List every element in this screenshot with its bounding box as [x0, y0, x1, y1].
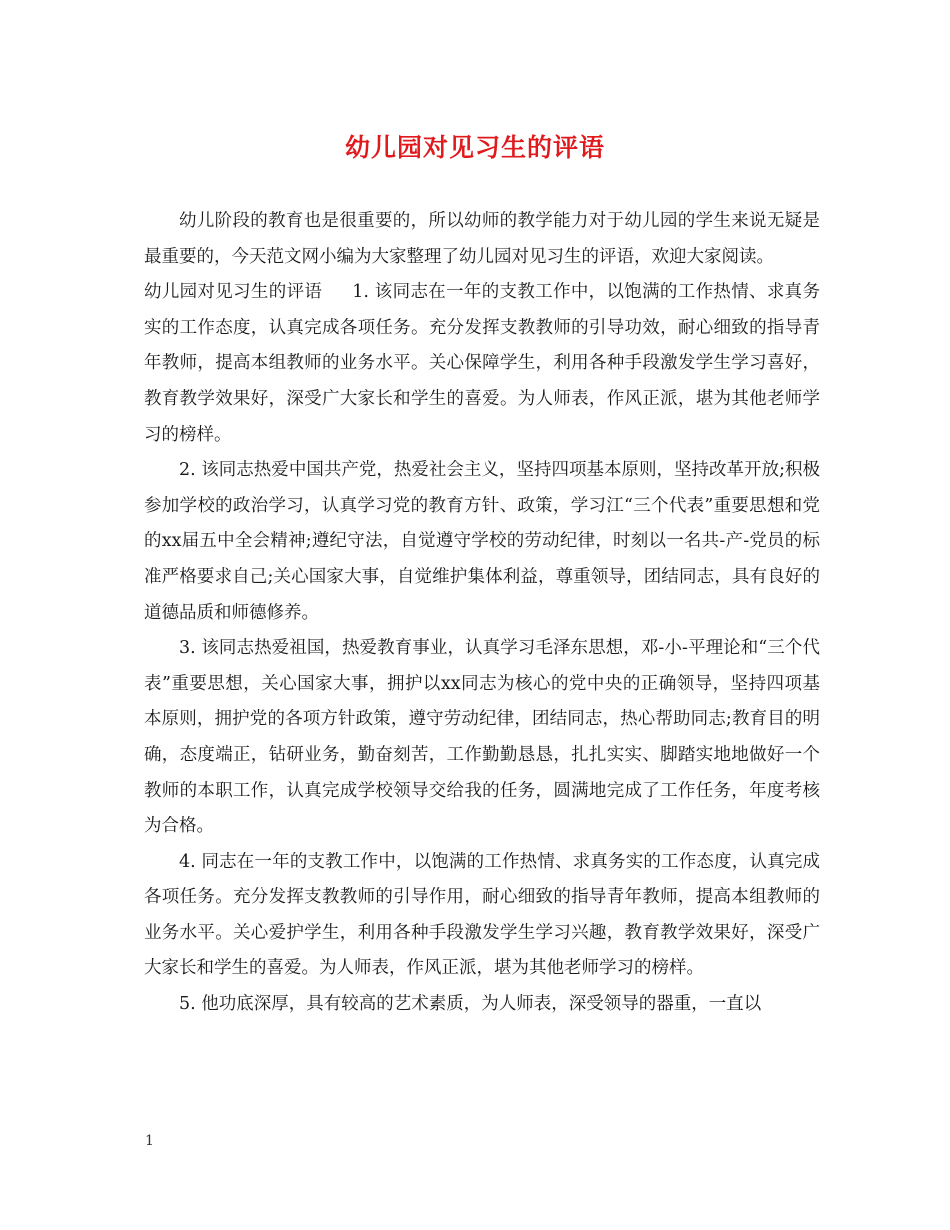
item-5-paragraph: 5. 他功底深厚，具有较高的艺术素质，为人师表，深受领导的器重，一直以	[179, 994, 762, 1015]
item-4-paragraph: 4. 同志在一年的支教工作中，以饱满的工作热情、求真务实的工作态度，认真完成各项任务。充分发挥支教教师的引导作用，耐心细致的指导青年教师，提高本组教师的业务水平。关心爱护学生，利用各种手段激发学生学习兴趣，教育教学效果好，深受广大家长和学生的喜爱。为人师表，作风正派，堪为其他老师学习的榜样。	[144, 851, 820, 979]
item-2-paragraph: 2. 该同志热爱中国共产党，热爱社会主义，坚持四项基本原则，坚持改革开放;积极参加学校的政治学习，认真学习党的教育方针、政策，学习江“三个代表”重要思想和党的xx届五中全会精神;遵纪守法，自觉遵守学校的劳动纪律，时刻以一名共-产-党员的标准严格要求自己;关心国家大事，自觉维护集体利益，尊重领导，团结同志，具有良好的道德品质和师德修养。	[144, 460, 820, 623]
document-title: 幼儿园对见习生的评语	[344, 133, 605, 162]
item-3-paragraph: 3. 该同志热爱祖国，热爱教育事业，认真学习毛泽东思想，邓-小-平理论和“三个代表”重要思想，关心国家大事，拥护以xx同志为核心的党中央的正确领导，坚持四项基本原则，拥护党的各项方针政策，遵守劳动纪律，团结同志，热心帮助同志;教育目的明确，态度端正，钻研业务，勤奋刻苦，工作勤勤恳恳，扎扎实实、脚踏实地地做好一个教师的本职工作，认真完成学校领导交给我的任务，圆满地完成了工作任务，年度考核为合格。	[144, 638, 820, 837]
item-1-paragraph	[144, 275, 820, 453]
page-number: 1	[145, 1133, 154, 1149]
item-1-text: 1. 该同志在一年的支教工作中，以饱满的工作热情、求真务实的工作态度，认真完成各项任务。充分发挥支教教师的引导功效，耐心细致的指导青年教师，提高本组教师的业务水平。关心保障学生，利用各种手段激发学生学习喜好，教育教学效果好，深受广大家长和学生的喜爱。为人师表，作风正派，堪为其他老师学习的榜样。	[144, 282, 821, 445]
intro-paragraph: 幼儿阶段的教育也是很重要的，所以幼师的教学能力对于幼儿园的学生来说无疑是最重要的，今天范文网小编为大家整理了幼儿园对见习生的评语，欢迎大家阅读。	[144, 211, 820, 267]
section-label: 幼儿园对见习生的评语	[144, 282, 323, 303]
document-body	[144, 204, 820, 1023]
